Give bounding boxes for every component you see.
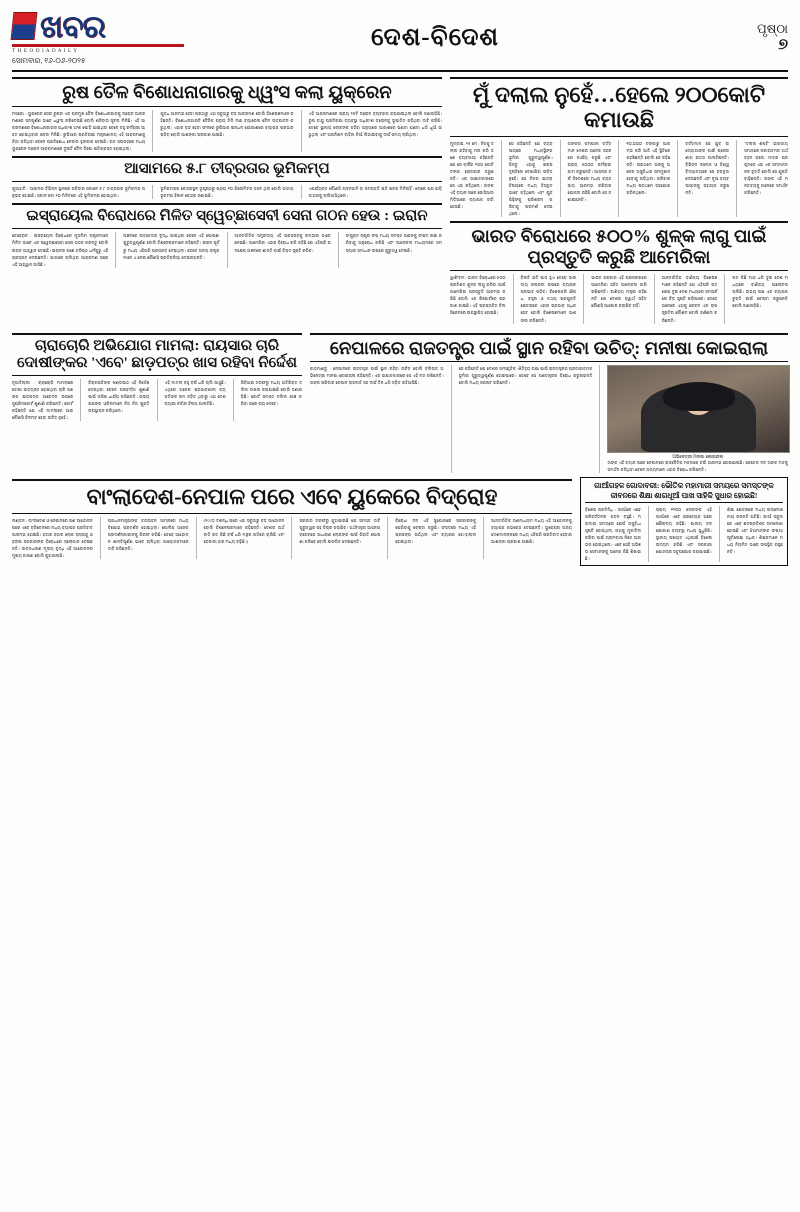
column-divider xyxy=(301,110,302,152)
body-text: ଭାରତ ସରକାର ଏହି ପ୍ରସଙ୍ଗରେ ଆମେରିକା ସହିତ ଆଲୋଚନା ଜାରି ରଖିଛନ୍ତି। ବାଣିଜ୍ୟ ମନ୍ତ୍ରୀ କହିଛନ୍ତି ଯେ ଦେଶର ସ୍ୱାର୍ଥ ସହିତ କୌଣସି ଆପୋଷ କରାଯିବ ନାହିଁ। xyxy=(591,275,647,309)
column xyxy=(395,517,476,559)
column xyxy=(662,274,718,323)
column xyxy=(160,110,293,152)
headline-iran-militia: ଇସ୍ରାୟେଲ ବିରୋଧରେ ମିଳିତ ସ୍ୱେଚ୍ଛାସେବୀ ସେନା ଗଠନ ହେଉ : ଇରାନ xyxy=(26,208,428,225)
body-text: (୧୯୯୦ ଦଶନ୍ଧି ପରେ ଏହା ସବୁଠାରୁ ବଡ଼ ଆନ୍ଦୋଳନ ବୋଲି ବିଶ୍ଳେଷକମାନେ କହିଛନ୍ତି। ଦେଶର ଅର୍ଥନୀତି ଗତ କିଛି ବର୍ଷ ଧରି ମନ୍ଥର ଗତିରେ ଚାଲିଛି ଏବଂ ବେକାରୀ ହାର ମଧ୍ୟ ବଢ଼ିଛି।) xyxy=(203,517,285,544)
rule xyxy=(12,479,572,481)
column-divider xyxy=(291,517,292,559)
column xyxy=(108,517,189,559)
rule xyxy=(450,136,788,137)
rule xyxy=(12,228,442,229)
column xyxy=(310,365,444,473)
rule xyxy=(310,361,788,362)
body-text: ବିରୋଧୀ ଦଳ ଏହି ସୁଯୋଗରେ ସରକାରଙ୍କୁ ଘେରିବାକୁ ଚେଷ୍ଟା କରୁଛି। ସଂସଦରେ ମଧ୍ୟ ଏହି ପ୍ରସଙ୍ଗ ଉଠିଥିଲା ଏବଂ ବ୍ୟାପକ ହୋ-ହାଲ୍ଲା ହୋଇଥିଲା। xyxy=(395,517,477,544)
column xyxy=(585,506,641,562)
headline-assam-quake: ଆସାମରେ ୫.୮ ତୀବ୍ରତାର ଭୂମିକମ୍ପ xyxy=(124,160,330,177)
body-text: ଶିକ୍ଷା କ୍ଷେତ୍ରରେ ମଧ୍ୟ ଉଲ୍ଲେଖନୀୟ ଉନ୍ନତି ଘଟିଛି। ଗାଆଁ ସ୍କୁଲରେ ଏବେ ଶତପ୍ରତିଶତ ନାମଲେଖା ହୋଇଛି ଏବଂ ଝିଅମାନଙ୍କ ସଂଖ୍ୟା ପୂର୍ବାପେକ୍ଷା ଅଧିକ। ଶିକ୍ଷକମାନେ ମଧ୍ୟ ନିୟମିତ ଭାବେ ଉପସ୍ଥିତ ରହୁଛନ୍ତି। xyxy=(727,507,783,555)
article-iran-militia xyxy=(12,203,442,267)
body-text: ବିଶେଷ ପ୍ରତିନିଧି : ଗାଆଁରେ ଏବେ ପରିବର୍ତ୍ତନର ପବନ ବହୁଛି। ମହାମାରୀ ସମୟରେ ଯେଉଁ ଅସୁବିଧା ସୃଷ୍ଟି ହୋଇଥିଲା, ତାହାକୁ ମୁକାବିଲା କରିବା ପାଇଁ ଗ୍ରାମବାସୀ ନିଜେ ଆଗଭର ହୋଇଥିଲେ। ଏବେ ସେହି ଅଭିଜ୍ଞତା ସେମାନଙ୍କୁ ଅନେକ କିଛି ଶିଖାଇଛି। xyxy=(585,507,641,562)
body-text: ନୂଆଦିଲ୍ଲୀ : ଚାରାଚୋରି ମାମଲାରେ ଦୋଷୀ ସାବ୍ୟସ୍ତ ହୋଇଥିବା ଚାରି ଜଣଙ୍କ ଛାଡ଼ପତ୍ର ଆବେଦନ ଉପରେ ସୁପ୍ରିମକୋର୍ଟ ଶୁଣାଣି କରିଛନ୍ତି। କୋର୍ଟ କହିଛନ୍ତି ଯେ ଏହି ମାମଲାରେ ଆଉ କୌଣସି ବିଳମ୍ବ ହେବା ଉଚିତ ନୁହେଁ। xyxy=(12,380,74,421)
column xyxy=(568,140,612,217)
column xyxy=(88,379,149,421)
column xyxy=(12,185,145,199)
flag-icon xyxy=(11,12,38,40)
body-text: ଆନ୍ତର୍ଜାତିକ ଗଣମାଧ୍ୟମ ମଧ୍ୟ ଏହି ଆନ୍ଦୋଳନକୁ ବ୍ୟାପକ କଭରେଜ ଦେଉଛନ୍ତି। ୟୁରୋପର ଅନ୍ୟ ଦେଶମାନଙ୍କରେ ମଧ୍ୟ ଏହିପରି ପ୍ରତିବାଦ ହେବାର ଆଶଙ୍କା ପ୍ରକାଶ ପାଇଛି। xyxy=(491,517,572,544)
column-divider xyxy=(513,274,514,323)
body-text: ବିଲଟି ଯଦି ପାସ ହୁଏ ତେବେ ଭାରତୀୟ ରପ୍ତାନୀ ଉପରେ ବ୍ୟାପକ ପ୍ରଭାବ ପଡ଼ିବ। ବିଶେଷକରି ଔଷଧ, ବସ୍ତ୍ର ଓ ତଥ୍ୟ ପ୍ରଯୁକ୍ତି କ୍ଷେତ୍ରରେ ଏହାର ପ୍ରଭାବ ଅଧିକ ହେବ ବୋଲି ବିଶେଷଜ୍ଞମାନେ ଆଶଙ୍କା କରିଛନ୍ତି। xyxy=(520,275,577,323)
column xyxy=(235,232,331,267)
article-columns xyxy=(12,232,442,267)
column-divider xyxy=(338,232,339,267)
column xyxy=(160,185,293,199)
column-divider xyxy=(301,185,302,199)
logo-wordmark: ଖବର xyxy=(40,8,105,44)
column-divider xyxy=(451,365,452,473)
headline-village-feature: ଗାଆଁଗହଳ ଗୋଦାବରୀ: ଭୌତିକ ମହାମାରୀ ସମୟରେ ସମସ୍ତଙ୍କ ଜୀବନରେ ଶିକ୍ଷା ଶାଗଧୂଆଁ ପାଖ ସାହିକି ସୁଧାର ହୋଇଛି! xyxy=(594,481,774,500)
rule xyxy=(450,270,788,271)
column xyxy=(299,517,380,559)
column-divider xyxy=(501,140,502,217)
column xyxy=(12,379,73,421)
column-divider xyxy=(157,379,158,421)
body-text: ତାଙ୍କ ଏହି ବୟାନ ପରେ ନେପାଳରେ ରାଜନୈତିକ ମହଲରେ ଚର୍ଚ୍ଚା ଆରମ୍ଭ ହୋଇଯାଇଛି। କେତେକ ଦଳ ତାଙ୍କ ମତକୁ ସମର୍ଥନ କରିଥିବା ବେଳେ ଅନ୍ୟମାନେ ଏହାର ବିରୋଧ କରିଛନ୍ତି। xyxy=(607,460,788,473)
body-text: ଯୁଦ୍ଧ ଆରମ୍ଭ ହେବା ପରଠାରୁ ଏହା ସବୁଠାରୁ ବଡ଼ ଆକ୍ରମଣ ବୋଲି ବିଶେଷଜ୍ଞମାନେ କହିଛନ୍ତି। ବିଶୋଧନାଗାରଟି ଦୈନିକ ପ୍ରାୟ ତିନି ଲକ୍ଷ ବ୍ୟାରେଲ ତୈଳ ଉତ୍ପାଦନ କରୁଥିଲା। ଏହାର ବନ୍ଦ ହେବା ଫଳରେ ରୁଷିଆର ଇନ୍ଧନ ଯୋଗାଣରେ ବ୍ୟାପକ ପ୍ରଭାବ ପଡ଼ିବ ବୋଲି ଆଶଙ୍କା ପ୍ରକାଶ ପାଇଛି। xyxy=(160,110,294,137)
article-village-feature xyxy=(580,477,788,566)
body-text: ଏପର୍ଯ୍ୟନ୍ତ କୌଣସି ଜୀବନହାନି ବା ସମ୍ପତ୍ତି କ୍ଷତି ଖବର ମିଳିନାହିଁ। ଲୋକେ ଘର ଛାଡ଼ି ବାହାରକୁ ଚାଲିଆସିଥିଲେ। xyxy=(308,186,442,199)
column xyxy=(346,232,442,267)
column xyxy=(12,232,108,267)
article-columns xyxy=(12,110,442,152)
column xyxy=(450,140,494,217)
column xyxy=(744,140,788,217)
rule xyxy=(450,77,788,79)
article-dalal xyxy=(450,77,788,217)
rule xyxy=(12,181,442,182)
logo-mark xyxy=(12,8,105,44)
body-text: ଏହି ମାମଲା ବହୁ ବର୍ଷ ଧରି ଚାଲି ଆସୁଛି। ଏଥିରେ ଅନେକ ପ୍ରଭାବଶାଳୀ ବ୍ୟକ୍ତିଙ୍କ ନାମ ଜଡ଼ିତ ଥିବାରୁ ଏହା ଦେଶବ୍ୟାପୀ ଚର୍ଚ୍ଚାର ବିଷୟ ପାଲଟିଛି। xyxy=(164,380,226,407)
column-with-photo xyxy=(607,365,788,473)
column xyxy=(204,517,285,559)
headline-tariff: ଭାରତ ବିରୋଧରେ ୫୦୦% ଶୁଳ୍କ ଲାଗୁ ପାଇଁ ପ୍ରସ୍ତୁତି କରୁଛି ଆମେରିକା xyxy=(471,225,767,267)
body-text: ସିବିଆଇ ତରଫରୁ ମଧ୍ୟ ଅତିରିକ୍ତ ଦଲିଲ ଦାଖଲ କରାଯାଇଛି ବୋଲି ଜଣାପଡ଼ିଛି। କୋର୍ଟ ସମସ୍ତ ଦଲିଲ ଯାଞ୍ଚ କରିବା ପରେ ରାୟ ଦେବେ। xyxy=(240,380,302,407)
body-text: ଲଣ୍ଡନ : ବାଂଲାଦେଶ ଓ ନେପାଳରେ ଗଣ ଆନ୍ଦୋଳନ ପରେ ଏବେ ବ୍ରିଟେନରେ ମଧ୍ୟ ବ୍ୟାପକ ପ୍ରତିବାଦ ଆରମ୍ଭ ହୋଇଛି। ହଜାର ହଜାର ଲୋକ ରାସ୍ତାକୁ ଓହ୍ଲାଇ ସରକାରଙ୍କ ବିରୋଧରେ ସ୍ଲୋଗାନ ଦେଇଛନ୍ତି। ଜୀବନଧାରଣ ମୂଲ୍ୟ ବୃଦ୍ଧି ଏହି ଆନ୍ଦୋଳନର ମୁଖ୍ୟ କାରଣ ବୋଲି କୁହାଯାଉଛି। xyxy=(12,517,93,558)
article-columns xyxy=(450,140,788,217)
headline-dalal: ମୁଁ ଦଲାଲ ନୁହେଁ…ହେଲେ ୨୦୦କୋଟି କମାଉଛି xyxy=(472,82,766,133)
headline-court-case: ଚାରାଚୋରି ଅଭିଯୋଗ ମାମଲା: ରାୟସାର ଚାରି ଦୋଷୀଙ୍କର 'ଏବେ' ଛାଡ଼ପତ୍ର ଖାସ ରହିବା ନିର୍ଦ୍ଦେଶ xyxy=(16,337,298,371)
body-text: ସରକାର ତରଫରୁ କୁହାଯାଇଛି ଯେ ସମସ୍ତ ଦାବି ଗୁରୁତ୍ୱର ସହ ବିଚାର କରାଯିବ। ଅର୍ଥମନ୍ତ୍ରୀ ଆସନ୍ତା ବଜେଟରେ ସାଧାରଣ ଲୋକଙ୍କ ପାଇଁ ରିହାତି ଘୋଷଣା କରିବେ ବୋଲି ଇଙ୍ଗିତ ଦେଇଛନ୍ତି। xyxy=(299,517,381,544)
body-text: ଏହି ଆକ୍ରମଣରେ ପ୍ରାୟ ୨୫ଟି ଡ୍ରୋନ ବ୍ୟବହାର କରାଯାଇଥିଲା ବୋଲି ଜଣାପଡ଼ିଛି। ରୁଷ ବାୟୁ ପ୍ରତିରକ୍ଷା ବ୍ୟବସ୍ଥା ଅଧିକାଂଶ ଡ୍ରୋନକୁ ଭୂପାତିତ କରିଥିବା ଦାବି କରିଛି। ତେବେ ସ୍ଥାନୀୟ ଲୋକଙ୍କ କହିବା ଅନୁସାରେ ଆକାଶରେ ଘଣ୍ଟା ଘଣ୍ଟା ଧରି ଧୂଆଁ ଉଠୁଥିଲା ଏବଂ ଅଗ୍ନିଶମ ବାହିନୀ ନିଆଁ ଲିଭାଇବାକୁ ଦୀର୍ଘ ସମୟ ଲାଗିଥିଲା। xyxy=(308,110,442,137)
body-text: ଆନ୍ତର୍ଜାତିକ ସମ୍ପ୍ରଦାୟ ଏହି ପ୍ରସ୍ତାବକୁ ଗମ୍ଭୀର ଭାବେ ନେଇଛି। ଆମେରିକା ଏହାର ବିରୋଧ କରି କହିଛି ଯେ ଏହିପରି ପଦକ୍ଷେପ ଅଞ୍ଚଳରେ ଶାନ୍ତି ପାଇଁ ବିପଦ ସୃଷ୍ଟି କରିବ। xyxy=(234,233,331,253)
photo-hair xyxy=(663,382,735,411)
column-divider xyxy=(583,274,584,323)
column-divider xyxy=(483,517,484,559)
column xyxy=(685,140,729,217)
article-columns xyxy=(12,517,572,559)
column-divider xyxy=(560,140,561,217)
body-text: ଆନ୍ତର୍ଜାତିକ ବାଣିଜ୍ୟ ବିଶେଷଜ୍ଞମାନେ କହିଛନ୍ତି ଯେ ଏହିପରି ପଦକ୍ଷେପ ଦୁଇ ଦେଶ ମଧ୍ୟରେ ସମ୍ପର୍କରେ ଚିଡ଼ ସୃଷ୍ଟି କରିପାରେ। ତେବେ ଅନେକେ ଏହାକୁ କେବଳ ଏକ ଚାପ ସୃଷ୍ଟିର କୌଶଳ ବୋଲି ବର୍ଣ୍ଣନା କରିଛନ୍ତି। xyxy=(661,275,718,323)
body-text: ମୁମ୍ବାଇ, ୨୫ ମେ : ନିଜକୁ ଦଲାଲ କହିବାକୁ ମନା କରି ଜଣେ ବ୍ୟବସାୟୀ କହିଛନ୍ତି ଯେ ସେ ବାର୍ଷିକ ୨୦୦ କୋଟି ଟଙ୍କା ରୋଜଗାର କରୁଛନ୍ତି। ଏକ ସାକ୍ଷାତକାରରେ ସେ ଏହା କହିଥିଲେ। ତାଙ୍କ ଏହି ବୟାନ ପରେ ସୋସିଆଲ ମିଡ଼ିଆରେ ବ୍ୟାପକ ଚର୍ଚ୍ଚା ହେଉଛି। xyxy=(450,140,494,209)
article-columns xyxy=(12,185,442,199)
body-text: ତାଙ୍କର କମ୍ପାନୀ ବର୍ତ୍ତମାନ ଦେଶର ଅନେକ ସହରରେ କାର୍ଯ୍ୟ କରୁଛି ଏବଂ ପ୍ରାୟ ୫୦୦୦ କର୍ମଚାରୀ କାମ କରୁଛନ୍ତି। ଆସନ୍ତା ବର୍ଷ ବିଦେଶରେ ମଧ୍ୟ ବ୍ୟବସାୟ ଆରମ୍ଭ କରିବାର ଯୋଜନା ରହିଛି ବୋଲି ସେ ଜଣାଇଛନ୍ତି। xyxy=(567,140,612,202)
section-title: ଦେଶ-ବିଦେଶ xyxy=(370,24,500,51)
rule xyxy=(12,333,302,335)
column xyxy=(309,185,442,199)
article-assam-quake xyxy=(12,156,442,199)
column-divider xyxy=(227,232,228,267)
page-number: ୭ xyxy=(778,36,788,54)
column-divider xyxy=(648,506,649,562)
body-text: ସେ କହିଛନ୍ତି ଯେ ବ୍ୟବସାୟରେ ମଧ୍ୟସ୍ଥିଙ୍କ ଭୂମିକା ଗୁରୁତ୍ୱପୂର୍ଣ୍ଣ। କିନ୍ତୁ ଏହାକୁ ଖରାପ ଦୃଷ୍ଟିରେ ଦେଖାଯିବା ଉଚିତ ନୁହେଁ। ସେ ନିଜର ଯାତ୍ରା ବିଷୟରେ ମଧ୍ୟ ବିସ୍ତୃତ ଭାବେ କହିଥିଲେ ଏବଂ ଯୁବପିଢ଼ିଙ୍କୁ ପରିଶ୍ରମ କରିବାକୁ ପରାମର୍ଶ ଦେଇଥିଲେ। xyxy=(508,140,553,216)
body-text: ସଂଯୁକ୍ତ ରାଷ୍ଟ୍ର ସଂଘ ମଧ୍ୟ ସମସ୍ତ ପକ୍ଷଙ୍କୁ ସଂଯମ ରକ୍ଷା କରିବାକୁ ଅନୁରୋଧ କରିଛି ଏବଂ ଆଲୋଚନା ମାଧ୍ୟମରେ ସମସ୍ୟାର ସମାଧାନ ଉପରେ ଗୁରୁତ୍ୱ ଦେଇଛି। xyxy=(345,233,442,253)
body-text: "ଦଲାଲ ଶବ୍ଦଟି" ଭାରତୀୟ ସମାଜରେ ନକାରାତ୍ମକ ଅର୍ଥ ବହନ କରେ, ମାତ୍ର ପ୍ରକୃତରେ ଏହା ଏକ ସମ୍ମାନଜନକ ବୃତ୍ତି ବୋଲି ସେ ଯୁକ୍ତି ବାଢ଼ିଛନ୍ତି। ତାଙ୍କ ଏହି ମନ୍ତବ୍ୟକୁ ଅନେକେ ସମର୍ଥନ କରିଛନ୍ତି। xyxy=(744,140,788,195)
body-text: ଭୂମିକମ୍ପର କେନ୍ଦ୍ରସ୍ଥଳ ଭୂପୃଷ୍ଠରୁ ପ୍ରାୟ ୧୦ କିଲୋମିଟର ତଳେ ଥିଲା ବୋଲି ଜାତୀୟ ଭୂକମ୍ପ ବିଜ୍ଞାନ କେନ୍ଦ୍ର ଜଣାଇଛି। xyxy=(160,186,294,199)
column xyxy=(165,379,226,421)
column-divider xyxy=(80,379,81,421)
rule xyxy=(12,203,442,205)
rule xyxy=(12,375,302,376)
article-court-case xyxy=(12,331,302,474)
column xyxy=(241,379,302,421)
column-divider xyxy=(654,274,655,323)
body-text: ପ୍ରାୟ ୧୨୦୦ ଲୋକଙ୍କ ଏହି ଗାଆଁରେ ଏବେ ପ୍ରତ୍ୟେକ ଘରେ ଶୌଚାଳୟ ରହିଛି। ପାନୀୟ ଜଳ ଯୋଗାଣ ବ୍ୟବସ୍ଥା ମଧ୍ୟ ସୁଧୁରିଛି। ସ୍ଥାନୀୟ ପଞ୍ଚାୟତ ଏଥିପାଇଁ ବିଶେଷ ଉଦ୍ୟମ କରିଛି ଏବଂ ସରକାରୀ ଯୋଜନାର ସଦୁପଯୋଗ କରାଯାଇଛି। xyxy=(656,507,712,555)
column xyxy=(656,506,712,562)
photo-caption: ଅଭିନେତ୍ରୀ ମନୀଷା କୋଇରାଲା xyxy=(672,454,724,460)
body-text: ତେହେରାନ : ଇସ୍ରାୟେଲ ବିରୋଧରେ ମୁସଲିମ ରାଷ୍ଟ୍ରମାନେ ମିଳିତ ଭାବେ ଏକ ସ୍ୱେଚ୍ଛାସେବୀ ସେନା ଗଠନ କରନ୍ତୁ ବୋଲି ଇରାନ ଆହ୍ୱାନ ଦେଇଛି। ଇରାନର ଜଣେ ବରିଷ୍ଠ ଧର୍ମଗୁରୁ ଏହି ପ୍ରସ୍ତାବ ଦେଇଛନ୍ତି। ଗାଜାରେ ଚାଲିଥିବା ଆକ୍ରମଣ ପରେ ଏହି ଆହ୍ୱାନ ଆସିଛି। xyxy=(12,233,109,267)
column-divider xyxy=(152,185,153,199)
logo-underline xyxy=(12,44,184,47)
rule xyxy=(12,156,442,158)
article-nepal-monarchy xyxy=(310,331,788,474)
body-text: ୧୦,୦୦୦ ଟଙ୍କାରୁ ଆରମ୍ଭ କରି ଆଜି ଏହି ସ୍ଥିତିରେ ପହଞ୍ଚିଛନ୍ତି ବୋଲି ସେ କହିଛନ୍ତି। ପ୍ରଥମେ ତାଙ୍କୁ ଅନେକ ଅସୁବିଧାର ସମ୍ମୁଖୀନ ହେବାକୁ ପଡ଼ିଥିଲା। ପରିବାର ମଧ୍ୟ ପ୍ରଥମେ ସହଯୋଗ କରିନଥିଲେ। xyxy=(626,140,671,195)
body-text: ବର୍ତ୍ତମାନ ସେ ଯୁବ ଉଦ୍ୟୋଗୀଙ୍କ ପାଇଁ ପ୍ରେରଣାର ଉତ୍ସ ପାଲଟିଛନ୍ତି। ବିଭିନ୍ନ କଲେଜ ଓ ବିଶ୍ୱବିଦ୍ୟାଳୟରେ ସେ ବକ୍ତୃତା ଦେଉଛନ୍ତି ଏବଂ ନୂଆ ବ୍ୟବସାୟୀଙ୍କୁ ସହାୟତା କରୁଛନ୍ତି। xyxy=(685,140,730,195)
body-text: ମସ୍କୋ : ୟୁକ୍ରେନ ସେନା ରୁଷର ଏକ ପ୍ରମୁଖ ତୈଳ ବିଶୋଧନାଗାରକୁ ଡ୍ରୋନ ଆକ୍ରମଣରେ ସମ୍ପୂର୍ଣ୍ଣ ଭାବେ ଧ୍ୱଂସ କରିଦେଇଛି ବୋଲି ଶନିବାର ସୂଚନା ମିଳିଛି। ଏହି ଆକ୍ରମଣରେ ବିଶୋଧନାଗାରର ଅଧିକାଂଶ ଅଂଶ ପୋଡ଼ି ଯାଇଥିବା ବେଳେ ବହୁ କର୍ମଚାରୀ ଆହତ ହୋଇଥିବାର ଖବର ମିଳିଛି। ରୁଷିଆର ପ୍ରତିରକ୍ଷା ମନ୍ତ୍ରଣାଳୟ ଏହି ଆକ୍ରମଣକୁ ନିନ୍ଦା କରିଥିବା ବେଳେ ପ୍ରତିଶୋଧ ନେବାର ହୁଙ୍କାର ଦେଇଛି। ଗତ ସପ୍ତାହରେ ମଧ୍ୟ ୟୁକ୍ରେନ ଡ୍ରୋନ ଆକ୍ରମଣରେ ଦୁଇଟି ତୈଳ ଡିପୋ କ୍ଷତିଗ୍ରସ୍ତ ହୋଇଥିଲା। xyxy=(12,110,146,151)
column-divider xyxy=(387,517,388,559)
column-divider xyxy=(677,140,678,217)
article-columns xyxy=(450,274,788,323)
article-columns xyxy=(310,365,788,473)
publication-date: ସୋମବାର, ୧୬-୦୬-୨୦୨୫ xyxy=(12,55,86,65)
rule xyxy=(12,106,442,107)
article-tariff xyxy=(450,221,788,324)
column-divider xyxy=(599,365,600,473)
column xyxy=(727,506,783,562)
column xyxy=(626,140,670,217)
article-uk-revolt xyxy=(12,477,572,566)
body-text: ଗୁଆହାଟି : ଆସାମର ବିଭିନ୍ନ ସ୍ଥାନରେ ରବିବାର ସକାଳେ ୫.୮ ତୀବ୍ରତାର ଭୂମିକମ୍ପ ଅନୁଭବ ହୋଇଛି। ସକାଳ ୭ଟା ୨୦ ମିନିଟରେ ଏହି ଭୂମିକମ୍ପ ହୋଇଥିଲା। xyxy=(12,186,146,199)
column-divider xyxy=(233,379,234,421)
rule xyxy=(12,513,572,514)
column xyxy=(12,110,145,152)
rule xyxy=(585,502,783,503)
rule xyxy=(12,77,442,79)
column-divider xyxy=(618,140,619,217)
column-divider xyxy=(724,274,725,323)
body-text: ପ୍ରଧାନମନ୍ତ୍ରୀଙ୍କ ବାସଭବନ ସାମ୍ନାରେ ମଧ୍ୟ ବିକ୍ଷୋଭ ପ୍ରଦର୍ଶନ ହୋଇଥିଲା। ପୋଲିସ ଅନେକ ପ୍ରଦର୍ଶନକାରୀଙ୍କୁ ଗିରଫ କରିଛି। ତେବେ ଆନ୍ଦୋଳନ ଶାନ୍ତିପୂର୍ଣ୍ଣ ଭାବେ ଚାଲିଥିବା ଆୟୋଜକମାନେ ଦାବି କରିଛନ୍ତି। xyxy=(107,517,189,551)
column xyxy=(491,517,572,559)
headline-russia-refinery: ରୁଷ ତୈଳ ବିଶୋଧନାଗାରକୁ ଧ୍ୱଂସ କଲା ୟୁକ୍ରେନ xyxy=(62,82,392,102)
column xyxy=(123,232,219,267)
article-russia-refinery xyxy=(12,77,442,152)
column xyxy=(309,110,442,152)
page-number-block xyxy=(678,22,788,54)
body-text: ୱାଶିଂଟନ : ଭାରତ ବିରୋଧରେ ୫୦୦ ପ୍ରତିଶତ ଶୁଳ୍କ ଲାଗୁ କରିବା ପାଇଁ ଆମେରିକା ପ୍ରସ୍ତୁତି ଆରମ୍ଭ କରିଛି ବୋଲି ଏକ ରିପୋର୍ଟରେ ପ୍ରକାଶ ପାଇଛି। ଏହି ପ୍ରସ୍ତାବିତ ବିଲ ସିନେଟରେ ଉପସ୍ଥାପିତ ହୋଇଛି। xyxy=(450,275,506,316)
body-text: କାଠମାଣ୍ଡୁ : ନେପାଳରେ ରାଜତନ୍ତ୍ର ପାଇଁ ସ୍ଥାନ ରହିବା ଉଚିତ ବୋଲି ବଲିଉଡ ଅଭିନେତ୍ରୀ ମନୀଷା କୋଇରାଲା କହିଛନ୍ତି। ଏକ ସାକ୍ଷାତକାରରେ ସେ ଏହି ମତ ରଖିଛନ୍ତି। ତାଙ୍କ ପରିବାର ନେପାଳ ରାଜନୀତି ସହ ଦୀର୍ଘ ଦିନ ଧରି ଜଡ଼ିତ ରହିଆସିଛି। xyxy=(310,366,444,386)
article-columns xyxy=(585,506,783,562)
headline-uk-revolt: ବାଂଲାଦେଶ-ନେପାଳ ପରେ ଏବେ ୟୁକେରେ ବିଦ୍ରୋହ xyxy=(86,484,498,510)
masthead xyxy=(12,10,788,72)
column-divider xyxy=(152,110,153,152)
column xyxy=(12,517,93,559)
column xyxy=(521,274,577,323)
page-label: ପୃଷ୍ଠା xyxy=(757,21,788,37)
column-divider xyxy=(100,517,101,559)
column-divider xyxy=(115,232,116,267)
photo-manisha-koirala xyxy=(607,365,790,453)
body-text: ଗତ କିଛି ମାସ ଧରି ଦୁଇ ଦେଶ ମଧ୍ୟରେ ବାଣିଜ୍ୟ ଆଲୋଚନା ଚାଲିଛି। ଉଭୟ ପକ୍ଷ ଏକ ବ୍ୟାପକ ଚୁକ୍ତି ପାଇଁ ଚେଷ୍ଟା କରୁଛନ୍ତି ବୋଲି ଜଣାପଡ଼ିଛି। xyxy=(732,275,788,309)
column-divider xyxy=(736,140,737,217)
logo-subtitle: T H E O D I A D A I L Y xyxy=(12,47,78,54)
feature-box xyxy=(580,477,788,566)
body-text: ବିଚାରପତିଙ୍କ ଖଣ୍ଡପୀଠ ଏହି ନିର୍ଦ୍ଦେଶ ଦେଇଥିବା ବେଳେ ପରବର୍ତ୍ତୀ ଶୁଣାଣି ପାଇଁ ତାରିଖ ଧାର୍ଯ୍ୟ କରିଛନ୍ତି। ଉଭୟ ପକ୍ଷଙ୍କ ଓକିଲମାନେ ନିଜ ନିଜ ଯୁକ୍ତି ଉପସ୍ଥାପନ କରିଥିଲେ। xyxy=(88,380,150,414)
column xyxy=(509,140,553,217)
headline-nepal-monarchy: ନେପାଳରେ ରାଜତନ୍ତ୍ର ପାଇଁ ସ୍ଥାନ ରହିବା ଉଚିତ୍: ମନୀଷା କୋଇରାଲା xyxy=(329,337,769,358)
column-divider xyxy=(196,517,197,559)
article-columns xyxy=(12,379,302,421)
column xyxy=(591,274,647,323)
body-text: ସେ କହିଛନ୍ତି ଯେ ଦେଶର ସାଂସ୍କୃତିକ ଐତିହ୍ୟ ରକ୍ଷା ପାଇଁ ରାଜତନ୍ତ୍ରର ପ୍ରତୀକାତ୍ମକ ଭୂମିକା ଗୁରୁତ୍ୱପୂର୍ଣ୍ଣ ହୋଇପାରେ। ତେବେ ସେ ଗଣତନ୍ତ୍ରର ବିରୋଧ କରୁନାହାନ୍ତି ବୋଲି ମଧ୍ୟ ସ୍ପଷ୍ଟ କରିଛନ୍ତି। xyxy=(458,366,593,386)
column xyxy=(732,274,788,323)
rule xyxy=(450,221,788,223)
column-divider xyxy=(719,506,720,562)
newspaper-logo xyxy=(12,8,192,66)
rule xyxy=(310,333,788,335)
column xyxy=(450,274,506,323)
body-text: ଅଞ୍ଚଳରେ ଉତ୍ତେଜନା ବୃଦ୍ଧି ପାଇଥିବା ବେଳେ ଏହି ଘୋଷଣା ଗୁରୁତ୍ୱପୂର୍ଣ୍ଣ ବୋଲି ବିଶ୍ଳେଷକମାନେ କହିଛନ୍ତି। ଇରାନ ପୂର୍ବରୁ ମଧ୍ୟ ଏହିପରି ପ୍ରସ୍ତାବ ଦେଇଥିଲା। ତେବେ ଅନ୍ୟ ରାଷ୍ଟ୍ରମାନେ ଏ ନେଇ କୌଣସି ପ୍ରତିକ୍ରିୟା ଦେଇନାହାନ୍ତି। xyxy=(123,233,220,260)
column xyxy=(459,365,593,473)
